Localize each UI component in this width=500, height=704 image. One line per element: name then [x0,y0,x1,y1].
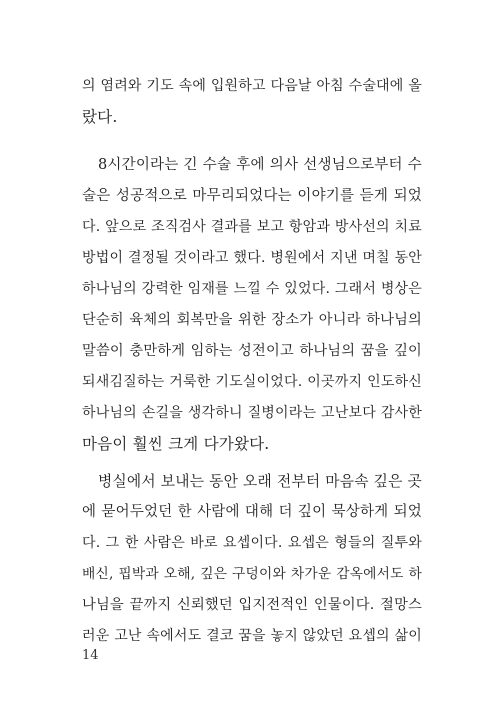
text-line: 말씀이 충만하게 임하는 성전이고 하나님의 꿈을 깊이 [82,343,422,359]
paragraph-3 [82,466,422,652]
text-line: 마음이 훨씬 크게 다가왔다. [82,435,270,453]
text-line: 다. 그 한 사람은 바로 요셉이다. 요셉은 형들의 질투와 [82,535,422,551]
text-line: 되새김질하는 거룩한 기도실이었다. 이곳까지 인도하신 [82,374,422,390]
text-line: 8시간이라는 긴 수술 후에 의사 선생님으로부터 수 [98,157,422,173]
text-line: 방법이 결정될 것이라고 했다. 병원에서 지낸 며칠 동안 [82,250,422,266]
text-line: 하나님의 손길을 생각하니 질병이라는 고난보다 감사한 [82,405,422,421]
paragraph-1 [82,71,422,133]
text-line: 단순히 육체의 회복만을 위한 장소가 아니라 하나님의 [82,312,422,328]
text-line: 랐다. [82,108,118,126]
text-line: 술은 성공적으로 마무리되었다는 이야기를 듣게 되었 [82,188,422,204]
text-line: 나님을 끝까지 신뢰했던 입지전적인 인물이다. 절망스 [82,597,422,613]
text-line: 하나님의 강력한 임재를 느낄 수 있었다. 그래서 병상은 [82,281,422,297]
page-number: 14 [82,648,99,663]
text-line: 의 염려와 기도 속에 입원하고 다음날 아침 수술대에 올 [82,78,422,94]
text-line: 러운 고난 속에서도 결코 꿈을 놓지 않았던 요셉의 삶이 [82,628,422,644]
text-line: 에 묻어두었던 한 사람에 대해 더 깊이 묵상하게 되었 [82,504,422,520]
text-line: 병실에서 보내는 동안 오래 전부터 마음속 깊은 곳 [98,473,422,490]
text-line: 다. 앞으로 조직검사 결과를 보고 항암과 방사선의 치료 [82,219,422,235]
text-line: 배신, 핍박과 오해, 깊은 구덩이와 차가운 감옥에서도 하 [82,566,422,582]
paragraph-2 [82,150,422,460]
